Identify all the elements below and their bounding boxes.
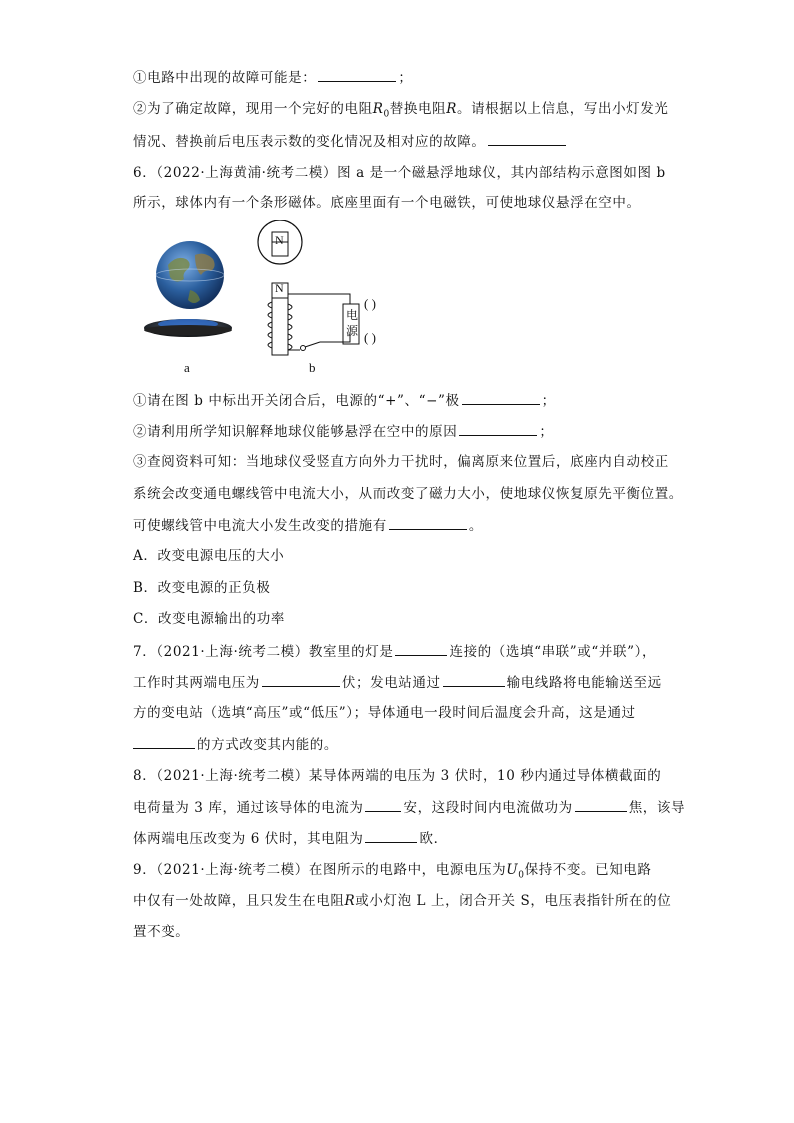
q9-line1: 9．（2021·上海·统考二模）在图所示的电路中，电源电压为$U_0$保持不变。已知电路 [133,862,652,881]
q6-part3-line2: 系统会改变通电螺线管中电流大小，从而改变了磁力大小，使地球仪恢复原先平衡位置。 [133,486,683,502]
q8-line2: 电荷量为 3 库，通过该导体的电流为 安，这段时间内电流做功为 焦，该导 [133,797,685,818]
q6-part3-line3: 可使螺线管中电流大小发生改变的措施有 。 [133,515,483,536]
q7-line4: 的方式改变其内能的。 [133,734,338,755]
answer-blank[interactable] [365,797,401,812]
option-b[interactable]: B．改变电源的正负极 [133,580,271,596]
q6-part3-line1: ③查阅资料可知：当地球仪受竖直方向外力干扰时，偏离原来位置后，底座内自动校正 [133,454,669,470]
q6-stem-line2: 所示，球体内有一个条形磁体。底座里面有一个电磁铁，可使地球仪悬浮在空中。 [133,195,641,211]
q8-line1: 8．（2021·上海·统考二模）某导体两端的电压为 3 伏时，10 秒内通过导体横截面的 [133,768,662,784]
q6-stem-line1: 6．（2022·上海黄浦·统考二模）图 a 是一个磁悬浮地球仪，其内部结构示意图如图 b [133,165,666,181]
q9-line3: 置不变。 [133,924,190,940]
answer-blank[interactable] [262,672,340,687]
polarity-blank-bottom[interactable]: ( ) [364,330,376,345]
answer-blank[interactable] [318,67,396,82]
option-a[interactable]: A．改变电源电压的大小 [133,548,285,564]
q9-line2: 中仅有一处故障，且只发生在电阻R或小灯泡 L 上，闭合开关 S，电压表指针所在的位 [133,893,672,909]
q6-part1: ①请在图 b 中标出开关闭合后，电源的“+”、“−”极 ； [133,390,556,411]
globe-photo [144,241,232,337]
answer-blank[interactable] [133,734,195,749]
answer-blank[interactable] [462,390,540,405]
answer-blank[interactable] [459,421,537,436]
q7-line1: 7．（2021·上海·统考二模）教室里的灯是 连接的（选填“串联”或“并联”）， [133,641,656,662]
answer-blank[interactable] [395,641,447,656]
q7-line2: 工作时其两端电压为 伏；发电站通过 输电线路将电能输送至远 [133,672,662,693]
q5-part1: ①电路中出现的故障可能是： ； [133,67,412,88]
answer-blank[interactable] [389,515,467,530]
solenoid-n-label: N [275,281,284,295]
answer-blank[interactable] [575,797,627,812]
power-label-2: 源 [346,324,359,338]
q6-part2: ②请利用所学知识解释地球仪能够悬浮在空中的原因 ； [133,421,553,442]
magnet-n-label: N [275,233,284,247]
answer-blank[interactable] [365,828,417,843]
q5-part2-line1: ②为了确定故障，现用一个完好的电阻$R_0$替换电阻R。请根据以上信息，写出小灯发光 [133,101,669,120]
polarity-blank-top[interactable]: ( ) [364,296,376,311]
q8-line3: 体两端电压改变为 6 伏时，其电阻为 欧． [133,828,448,849]
answer-blank[interactable] [488,131,566,146]
answer-blank[interactable] [443,672,505,687]
q7-line3: 方的变电站（选填“高压”或“低压”）；导体通电一段时间后温度会升高，这是通过 [133,705,636,721]
power-label-1: 电 [346,308,359,322]
figure-label-a: a [184,360,190,375]
figure-label-b: b [309,360,316,375]
q5-part2-line2: 情况、替换前后电压表示数的变化情况及相对应的故障。 [133,131,568,152]
option-c[interactable]: C．改变电源输出的功率 [133,611,285,627]
